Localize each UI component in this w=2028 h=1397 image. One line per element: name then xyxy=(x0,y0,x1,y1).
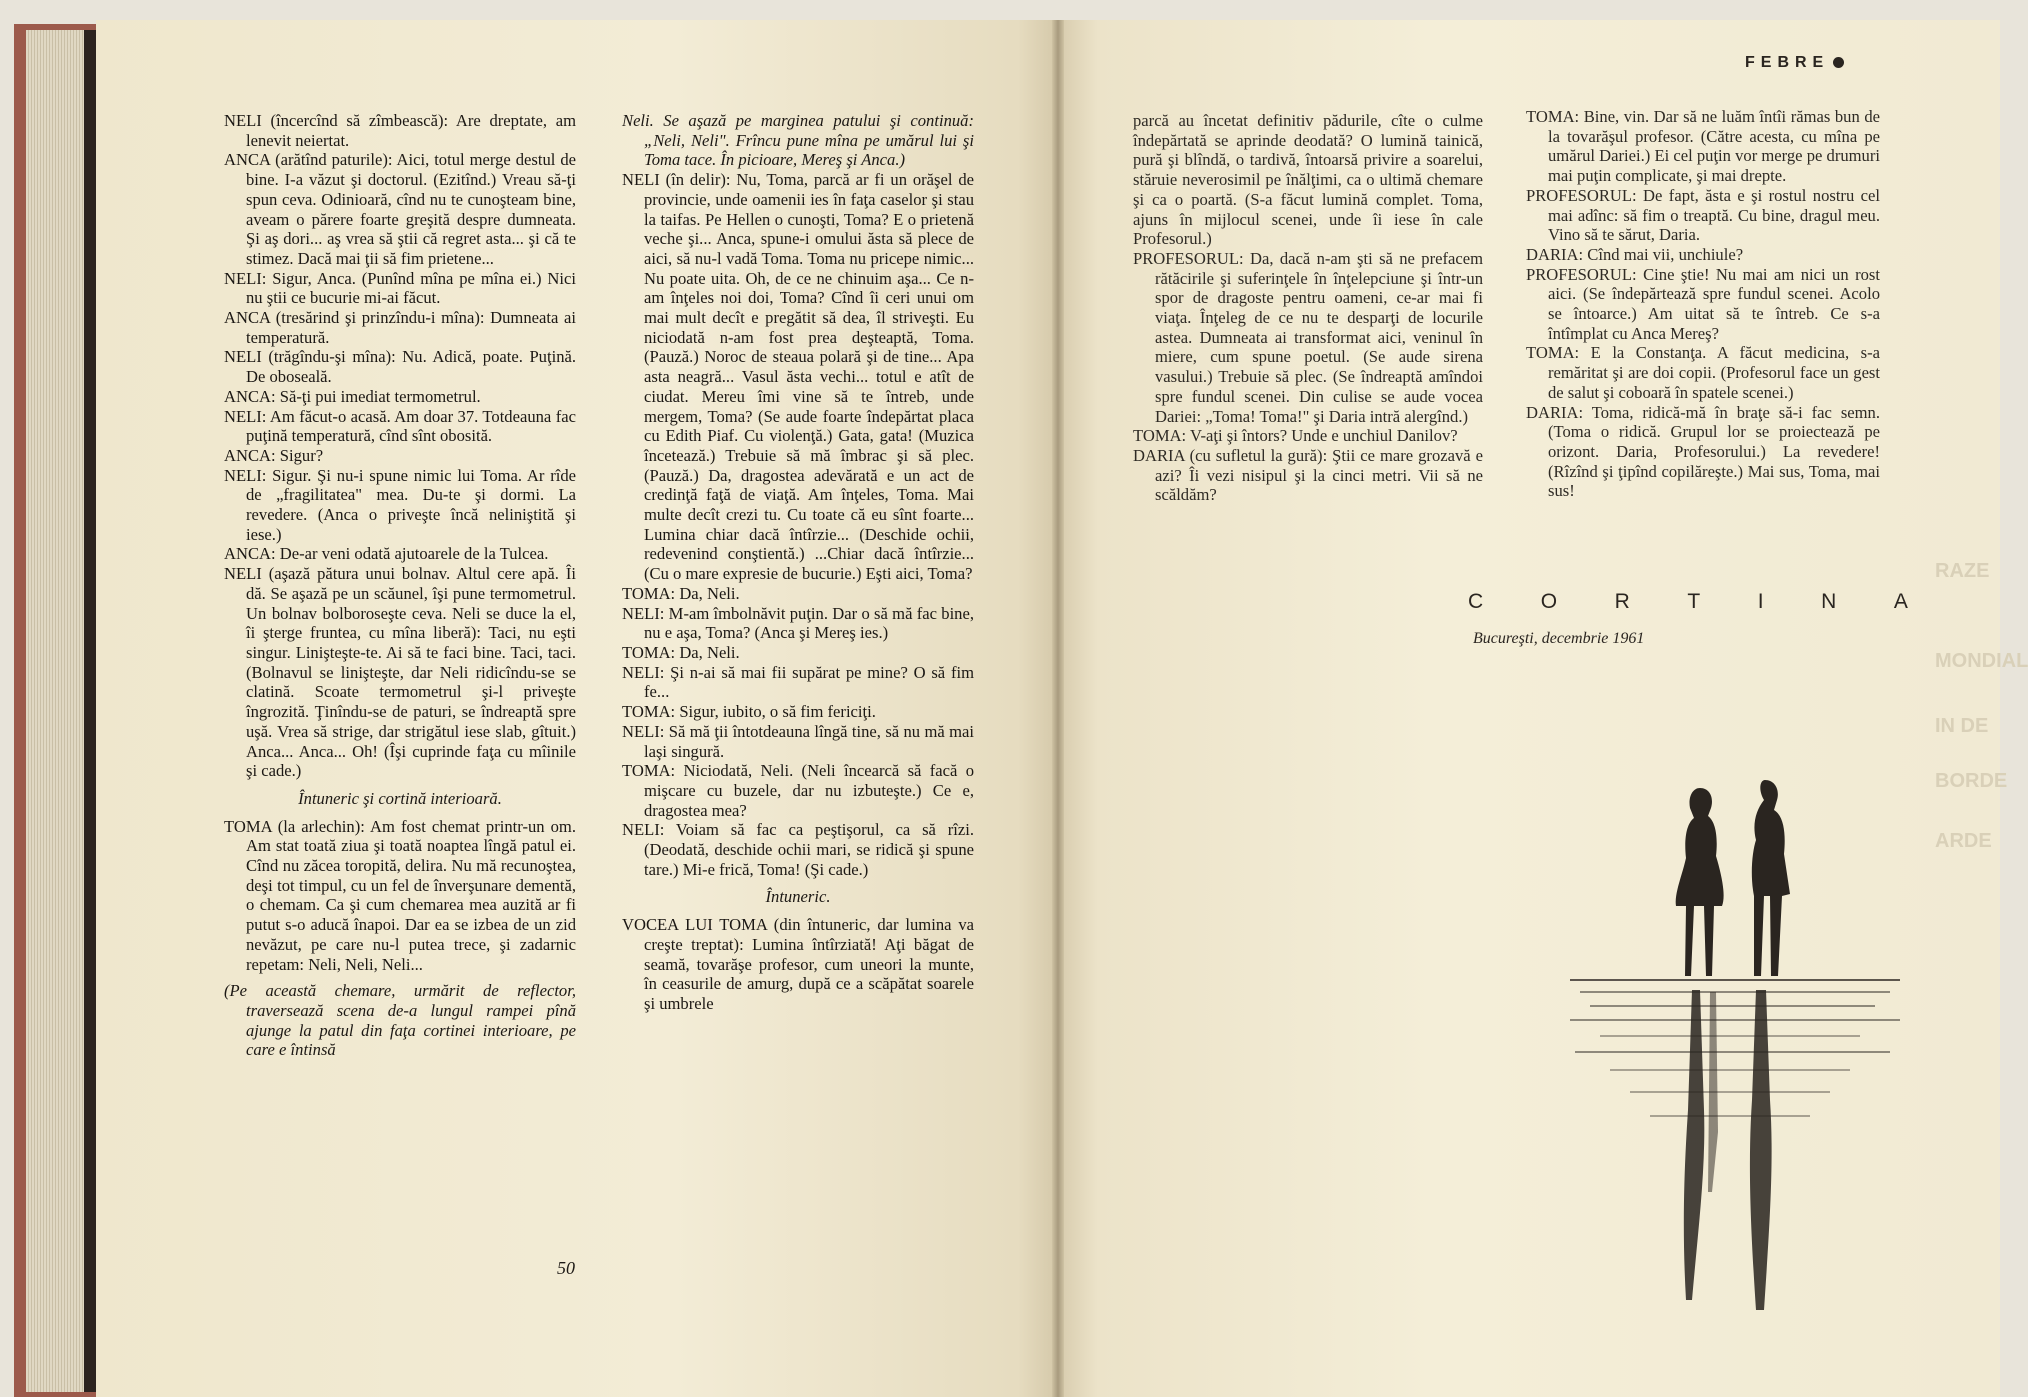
script-paragraph: PROFESORUL: De fapt, ăsta e şi rostul nostru cel mai adînc: să fim o treaptă. Cu bine, dragul meu. Vino să te sărut, Daria. xyxy=(1526,185,1880,245)
end-word-cortina xyxy=(1468,590,1908,614)
script-paragraph: DARIA (cu sufletul la gură): Ştii ce mare grozavă e azi? Îi vezi nisipul şi la cinci metri. Vii să ne scăldăm? xyxy=(1133,445,1483,505)
script-paragraph: NELI: Am făcut-o acasă. Am doar 37. Totdeauna fac puţină temperatură, cînd sînt obosită. xyxy=(224,406,576,446)
script-paragraph: TOMA: Sigur, iubito, o să fim fericiţi. xyxy=(622,702,876,722)
couple-illustration xyxy=(1570,780,1900,1320)
script-paragraph: PROFESORUL: Cine ştie! Nu mai am nici un rost aici. (Se îndepărtează spre fundul scenei. Acolo se întoarce.) Am uitat să te întreb. Ce s-a întîmplat cu Anca Mereş? xyxy=(1526,264,1880,343)
script-paragraph: TOMA: V-aţi şi întors? Unde e unchiul Danilov? xyxy=(1133,426,1458,446)
script-paragraph: NELI (aşază pătura unui bolnav. Altul cere apă. Îi dă. Se aşază pe un scăunel, îşi pune termometrul. Un bolnav bolboroseşte ceva. Neli se duce la el, îi şterge fruntea, cu mîna liberă): Taci, nu eşti singur. Linişteşte-te. Ai să te faci bine. Taci, taci. (Bolnavul se linişteşte, dar Neli ridicîndu-se se clatină. Scoate termometrul şi-l priveşte îngrozită. Ţinîndu-se de paturi, se îndreaptă spre uşă. Vrea să strige, dar strigătul iese slab, gîtuit.) Anca... Anca... Oh! (Îşi cuprinde faţa cu mîinile şi cade.) xyxy=(224,564,576,781)
bleed-through-text: RAZE xyxy=(1935,560,1990,582)
script-paragraph: Neli. Se aşază pe marginea patului şi continuă: „Neli, Neli". Frîncu pune mîna pe umărul lui şi Toma tace. În picioare, Mereş şi Anca.) xyxy=(622,111,974,170)
script-paragraph: ANCA (tresărind şi prinzîndu-i mîna): Dumneata ai temperatură. xyxy=(224,308,576,347)
right-page-column-1 xyxy=(1133,111,1483,505)
running-header xyxy=(1745,54,1844,72)
script-paragraph: parcă au încetat definitiv pădurile, cîte o culme îndepărtată se aprinde deodată? O lumină tainică, pură şi blîndă, o tardivă, întoarsă privire a soarelui, stăruie neverosimil pe înălţimi, ca o ultimă chemare şi ca o poartă. (S-a făcut lumină complet. Toma, ajuns în mijlocul scenei, unde îi iese în cale Profesorul.) xyxy=(1133,111,1483,249)
script-paragraph: TOMA: Da, Neli. xyxy=(622,583,740,603)
script-paragraph: NELI: Sigur, Anca. (Punînd mîna pe mîna ei.) Nici nu ştii ce bucurie mi-ai făcut. xyxy=(224,268,576,308)
script-paragraph: ANCA: Sigur? xyxy=(224,445,324,465)
script-paragraph: DARIA: Toma, ridică-mă în braţe să-i fac semn. (Toma o ridică. Grupul lor se proiectează pe orizont. Daria, Profesorului.) La revedere! (Rîzînd şi ţipînd copilăreşte.) Mai sus, Toma, mai sus! xyxy=(1526,402,1880,501)
script-paragraph: NELI (trăgîndu-şi mîna): Nu. Adică, poate. Puţină. De oboseală. xyxy=(224,347,576,387)
end-letter: I xyxy=(1757,590,1764,613)
script-paragraph: TOMA: E la Constanţa. A făcut medicina, s-a remăritat şi are doi copii. (Profesorul face un gest de salut şi coboară în spatele scenei.) xyxy=(1526,343,1880,402)
script-paragraph: ANCA: De-ar veni odată ajutoarele de la Tulcea. xyxy=(224,544,549,564)
script-paragraph: PROFESORUL: Da, dacă n-am şti să ne prefacem rătăcirile şi suferinţele în înţelepciune şi într-un spor de dragoste pentru oameni, ce-ar mai fi viaţa. Înţeleg de ce nu te desparţi de locurile astea. Dumneata ai transformat aici, veninul în miere, cum spune poetul. (Se aude sirena vasului.) Trebuie să plec. (Se îndreaptă amîndoi spre fundul scenei. Din culise se aude vocea Dariei: „Toma! Toma!" şi Daria intră alergînd.) xyxy=(1133,248,1483,426)
script-paragraph: Întuneric. xyxy=(765,887,831,907)
end-letter: C xyxy=(1468,590,1484,613)
page-number: 50 xyxy=(557,1258,575,1278)
script-paragraph: TOMA: Niciodată, Neli. (Neli încearcă să facă o mişcare cu buzele, dar nu izbuteşte.) Ce e, dragostea mea? xyxy=(622,761,974,820)
bleed-through-text: BORDE xyxy=(1935,770,2008,792)
script-paragraph: ANCA (arătînd paturile): Aici, totul merge destul de bine. I-a văzut şi doctorul. (Ezitînd.) Vreau să-ţi spun ceva. Odinioară, cînd nu te cunoşteam bine, aveam o părere foarte greşită despre dumneata. Şi aş dori... aş vrea să ştii că regret asta... şi că te stimez. Dacă mai ţii să fim prietene... xyxy=(224,150,576,268)
running-title: FEBRE xyxy=(1745,54,1830,71)
script-paragraph: NELI: Voiam să fac ca peştişorul, ca să rîzi. (Deodată, deschide ochii mari, se ridică şi spune tare.) Mi-e frică, Toma! (Şi cade.) xyxy=(622,820,974,879)
place-date: Bucureşti, decembrie 1961 xyxy=(1473,630,1645,647)
right-page-column-2 xyxy=(1526,107,1880,501)
bleed-through-text: IN DE xyxy=(1935,715,1989,737)
script-paragraph: Întuneric şi cortină interioară. xyxy=(298,788,502,808)
bleed-through-text: ARDE xyxy=(1935,830,1992,852)
script-paragraph: NELI (încercînd să zîmbească): Are dreptate, am lenevit neiertat. xyxy=(224,111,576,150)
script-paragraph: NELI: Să mă ţii întotdeauna lîngă tine, să nu mă mai laşi singură. xyxy=(622,721,974,761)
left-page-column-2 xyxy=(622,111,974,1014)
end-letter: N xyxy=(1821,590,1837,613)
script-paragraph: TOMA (la arlechin): Am fost chemat printr-un om. Am stat toată ziua şi toată noaptea lîngă patul ei. Cînd nu zăcea toropită, delira. Nu mă recunoştea, deşi tot timpul, cu un fel de înverşunare dementă, o chemam. Ca şi cum chemarea mea auzită ar fi putut s-o aducă înapoi. Dar ea se izbea de un zid nevăzut, pe care nu-l putea trece, şi zadarnic repetam: Neli, Neli, Neli... xyxy=(224,816,576,974)
script-paragraph: NELI (în delir): Nu, Toma, parcă ar fi un orăşel de provincie, unde oamenii ies în faţa caselor şi stau la taifas. Pe Hellen o cunoşti, Toma? E o prietenă veche şi... Anca, spune-i omului ăsta să plece de aici, să nu-l vadă Toma. Toma nu pricepe nimic... Nu poate uita. Oh, de ce ne chinuim aşa... Ce n-am înţeles noi doi, Toma? Cînd îi ceri unui om mai mult decît e pregătit să dea, îl striveşti. Eu niciodată n-am fost prea deşteaptă, Toma. (Pauză.) Noroc de steaua polară şi de tine... Apa asta neagră... Vasul ăsta vechi... totul e atît de ciudat. Mereu îmi vine să te întreb, unde mergem, Toma? (Se aude foarte îndepărtat placa cu Edith Piaf. Cu violenţă.) Gata, gata! (Muzica încetează.) Trebuie să mă îmbrac şi să plec. (Pauză.) Da, dragostea adevărată e un act de credinţă faţă de viaţă. Am înţeles, Toma. Mai multe decît crezi tu. Cu toate că eu sînt foarte... Lumina chiar dacă întîrzie... (Deschide ochii, redevenind conştientă.) ...Chiar dacă întîrzie... (Cu o mare expresie de bucurie.) Eşti aici, Toma? xyxy=(622,170,974,584)
script-paragraph: ANCA: Să-ţi pui imediat termometrul. xyxy=(224,386,481,406)
end-letter: R xyxy=(1614,590,1630,613)
script-paragraph: NELI: Şi n-ai să mai fii supărat pe mine? O să fim fe... xyxy=(622,662,974,702)
script-paragraph: DARIA: Cînd mai vii, unchiule? xyxy=(1526,244,1744,264)
left-page-column-1 xyxy=(224,111,576,1060)
end-letter: O xyxy=(1540,590,1558,613)
end-letter: T xyxy=(1687,590,1701,613)
book-gutter xyxy=(1052,20,1064,1397)
script-paragraph: VOCEA LUI TOMA (din întuneric, dar lumina va creşte treptat): Lumina întîrziată! Aţi băgat de seamă, tovarăşe profesor, cum uneori la munte, în ceasurile de amurg, după ce a scăpătat soarele şi umbrele xyxy=(622,915,974,1013)
end-letter: A xyxy=(1893,590,1908,613)
script-paragraph: NELI: M-am îmbolnăvit puţin. Dar o să mă fac bine, nu e aşa, Toma? (Anca şi Mereş ies.) xyxy=(622,603,974,643)
script-paragraph: TOMA: Da, Neli. xyxy=(622,642,740,662)
bullet-icon xyxy=(1833,57,1844,68)
bleed-through-text: MONDIAL xyxy=(1935,650,2028,672)
script-paragraph: (Pe această chemare, urmărit de reflector, traversează scena de-a lungul rampei pînă ajunge la patul din faţa cortinei interioare, pe care e întinsă xyxy=(224,981,576,1060)
script-paragraph: NELI: Sigur. Şi nu-i spune nimic lui Toma. Ar rîde de „fragilitatea" mea. Du-te şi dormi. La revedere. (Anca o priveşte încă neliniştită şi iese.) xyxy=(224,465,576,544)
script-paragraph: TOMA: Bine, vin. Dar să ne luăm întîi rămas bun de la tovarăşul profesor. (Către acesta, cu mîna pe umărul Dariei.) Ei cel puţin vor merge pe drumuri mai puţin complicate, şi mai drepte. xyxy=(1526,107,1880,186)
